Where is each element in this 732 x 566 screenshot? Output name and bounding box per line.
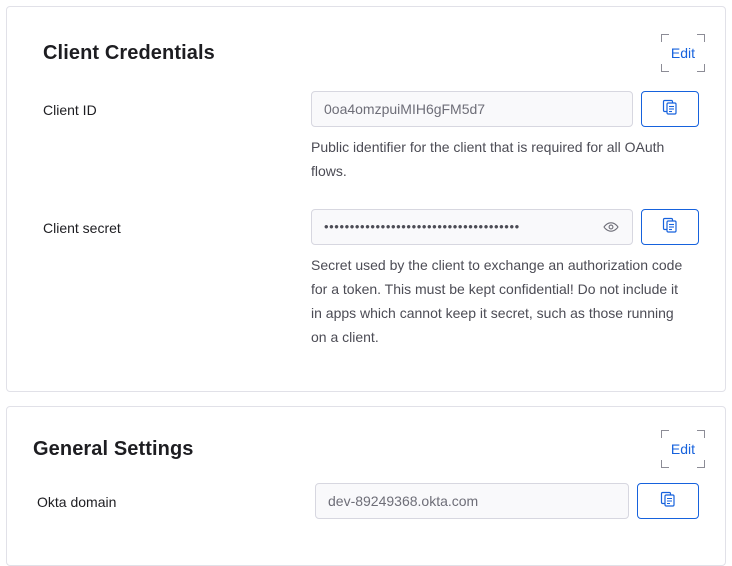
eye-icon[interactable] <box>602 218 620 236</box>
okta-domain-control <box>315 483 699 519</box>
edit-general-settings-button[interactable] <box>667 437 699 461</box>
client-secret-input-row <box>311 209 699 245</box>
client-id-row <box>7 91 725 183</box>
client-id-label: Client ID <box>43 102 97 118</box>
okta-domain-label: Okta domain <box>37 494 117 510</box>
copy-icon <box>662 99 678 120</box>
client-secret-label: Client secret <box>43 220 121 236</box>
focus-ring-corners <box>661 65 705 72</box>
client-secret-help-text: Secret used by the client to exchange an authorization code for a token. This must be kept confidential! Do not include it in apps which cannot keep it secret, such as those running on a client. <box>311 257 683 345</box>
client-secret-control <box>311 209 699 349</box>
client-id-control <box>311 91 699 183</box>
okta-domain-value: dev-89249368.okta.com <box>328 493 479 509</box>
copy-icon <box>660 491 676 512</box>
client-credentials-card <box>6 6 726 392</box>
client-secret-row <box>7 209 725 349</box>
copy-client-id-button[interactable] <box>641 91 699 127</box>
client-id-help-text: Public identifier for the client that is required for all OAuth flows. <box>311 139 665 179</box>
page-title: Client Credentials <box>43 42 215 64</box>
client-secret-value: •••••••••••••••••••••••••••••••••••••• <box>324 220 520 234</box>
client-id-value: 0oa4omzpuiMIH6gFM5d7 <box>324 101 486 117</box>
okta-domain-row <box>7 483 725 519</box>
general-settings-header <box>7 407 725 461</box>
copy-client-secret-button[interactable] <box>641 209 699 245</box>
copy-okta-domain-button[interactable] <box>637 483 699 519</box>
client-id-input-row <box>311 91 699 127</box>
general-settings-card <box>6 406 726 566</box>
client-secret-input[interactable] <box>311 209 633 245</box>
focus-ring-corners <box>661 461 705 468</box>
client-credentials-header <box>7 7 725 65</box>
okta-domain-input[interactable] <box>315 483 629 519</box>
okta-domain-input-row <box>315 483 699 519</box>
copy-icon <box>662 217 678 238</box>
edit-general-settings-label: Edit <box>670 441 695 457</box>
edit-client-credentials-button[interactable] <box>667 41 699 65</box>
edit-client-credentials-label: Edit <box>670 45 695 61</box>
client-id-input[interactable] <box>311 91 633 127</box>
general-settings-title: General Settings <box>33 438 194 460</box>
